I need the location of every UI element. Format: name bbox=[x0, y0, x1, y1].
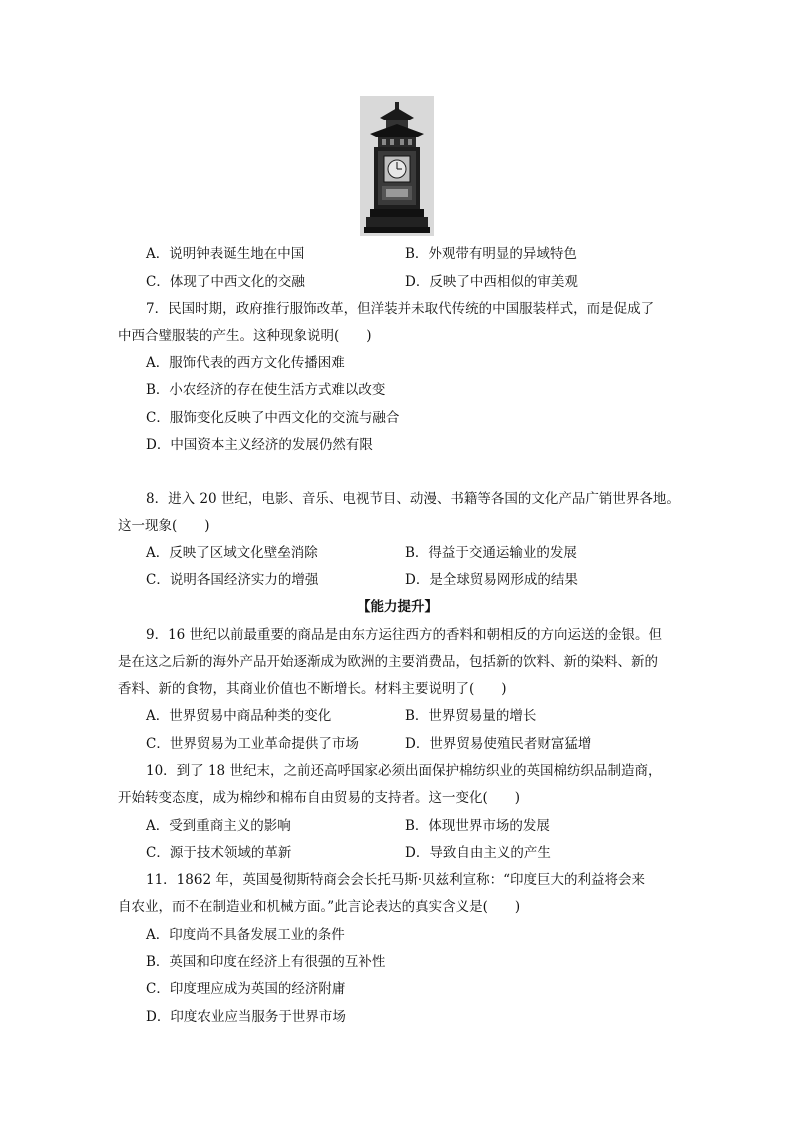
q11-option-d[interactable]: D．印度农业应当服务于世界市场 bbox=[146, 1009, 346, 1025]
q9-option-b[interactable]: B．世界贸易量的增长 bbox=[405, 708, 537, 724]
q10-option-b[interactable]: B．体现世界市场的发展 bbox=[405, 818, 550, 834]
section-heading: 【能力提升】 bbox=[357, 599, 438, 615]
q9-stem-line-3: 香料、新的食物，其商业价值也不断增长。材料主要说明了( ) bbox=[118, 681, 507, 697]
q10-stem-line-2: 开始转变态度，成为棉纱和棉布自由贸易的支持者。这一变化( ) bbox=[118, 790, 521, 806]
q11-option-a[interactable]: A．印度尚不具备发展工业的条件 bbox=[146, 927, 345, 943]
q7-stem-line-2: 中西合璧服装的产生。这种现象说明( ) bbox=[118, 328, 372, 344]
q7-option-d[interactable]: D．中国资本主义经济的发展仍然有限 bbox=[146, 437, 373, 453]
q6-option-a[interactable]: A．说明钟表诞生地在中国 bbox=[146, 246, 305, 262]
q11-stem-line-2: 自农业，而不在制造业和机械方面。”此言论表达的真实含义是( ) bbox=[118, 899, 521, 915]
q10-option-a[interactable]: A．受到重商主义的影响 bbox=[146, 818, 291, 834]
q9-option-c[interactable]: C．世界贸易为工业革命提供了市场 bbox=[146, 736, 359, 752]
clock-tower-photo bbox=[360, 96, 434, 236]
q6-option-d[interactable]: D．反映了中西相似的审美观 bbox=[405, 274, 578, 290]
q6-option-b[interactable]: B．外观带有明显的异域特色 bbox=[405, 246, 577, 262]
q7-option-b[interactable]: B．小农经济的存在使生活方式难以改变 bbox=[146, 382, 386, 398]
q11-option-c[interactable]: C．印度理应成为英国的经济附庸 bbox=[146, 981, 346, 997]
q9-stem-line-1: 9．16 世纪以前最重要的商品是由东方运往西方的香料和朝相反的方向运送的金银。但 bbox=[146, 627, 663, 643]
q9-option-a[interactable]: A．世界贸易中商品种类的变化 bbox=[146, 708, 332, 724]
q10-option-c[interactable]: C．源于技术领域的革新 bbox=[146, 845, 292, 861]
q8-option-b[interactable]: B．得益于交通运输业的发展 bbox=[405, 545, 577, 561]
q7-option-c[interactable]: C．服饰变化反映了中西文化的交流与融合 bbox=[146, 410, 400, 426]
q11-stem-line-1: 11．1862 年，英国曼彻斯特商会会长托马斯·贝兹利宣称：“印度巨大的利益将会来 bbox=[146, 872, 646, 888]
q10-stem-line-1: 10．到了 18 世纪末，之前还高呼国家必须出面保护棉纺织业的英国棉纺织品制造商， bbox=[146, 763, 662, 779]
q10-option-d[interactable]: D．导致自由主义的产生 bbox=[405, 845, 551, 861]
q8-option-c[interactable]: C．说明各国经济实力的增强 bbox=[146, 572, 319, 588]
q9-option-d[interactable]: D．世界贸易使殖民者财富猛增 bbox=[405, 736, 592, 752]
clock-tower-icon bbox=[360, 96, 434, 236]
q6-option-c[interactable]: C．体现了中西文化的交融 bbox=[146, 274, 305, 290]
q8-option-a[interactable]: A．反映了区域文化壁垒消除 bbox=[146, 545, 318, 561]
q7-stem-line-1: 7．民国时期，政府推行服饰改革，但洋装并未取代传统的中国服装样式，而是促成了 bbox=[146, 301, 655, 317]
q8-stem-line-2: 这一现象( ) bbox=[118, 518, 210, 534]
q8-stem-line-1: 8．进入 20 世纪，电影、音乐、电视节目、动漫、书籍等各国的文化产品广销世界各地。 bbox=[146, 491, 680, 507]
q7-option-a[interactable]: A．服饰代表的西方文化传播困难 bbox=[146, 355, 345, 371]
q11-option-b[interactable]: B．英国和印度在经济上有很强的互补性 bbox=[146, 954, 386, 970]
q8-option-d[interactable]: D．是全球贸易网形成的结果 bbox=[405, 572, 578, 588]
q9-stem-line-2: 是在这之后新的海外产品开始逐渐成为欧洲的主要消费品，包括新的饮料、新的染料、新的 bbox=[118, 654, 658, 670]
